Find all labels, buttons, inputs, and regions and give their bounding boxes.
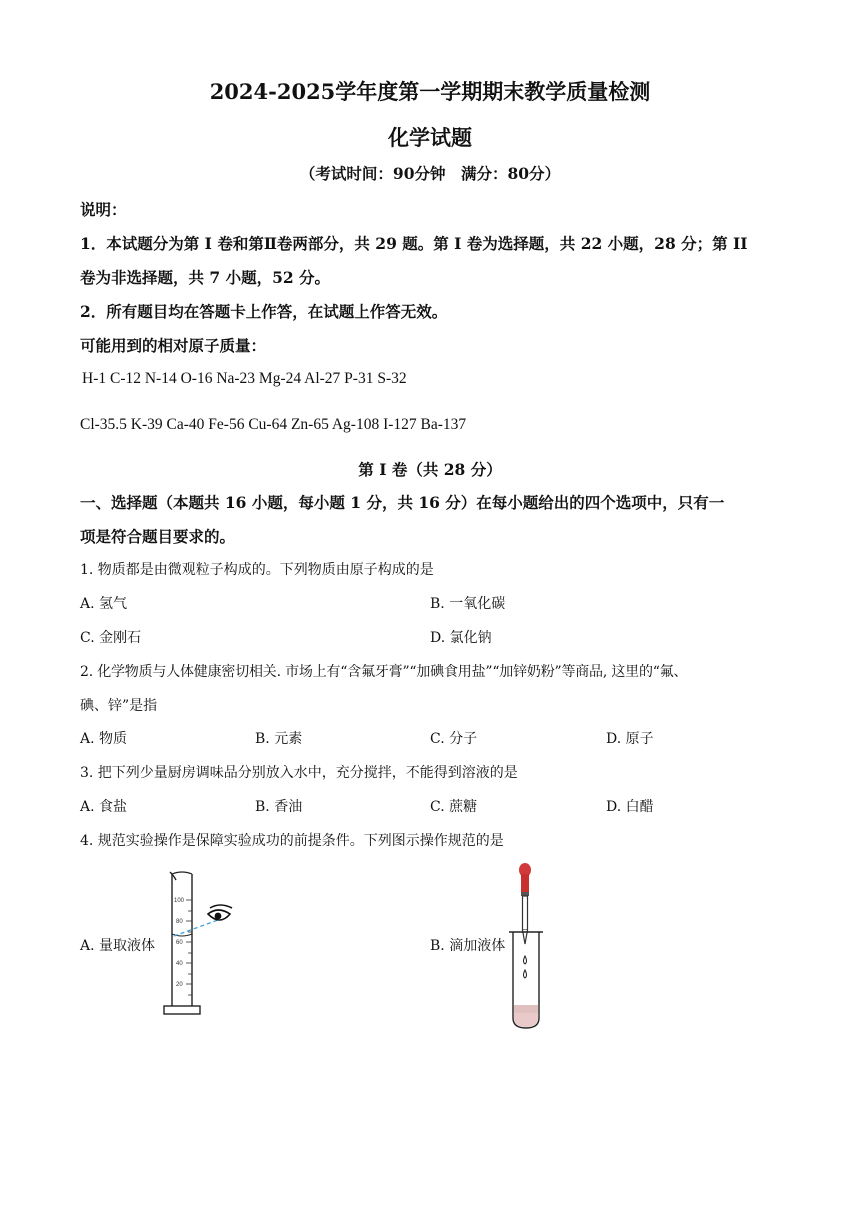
question-3-option-b: B. 香油	[255, 799, 303, 815]
question-4-stem: 4. 规范实验操作是保障实验成功的前提条件。下列图示操作规范的是	[80, 833, 504, 849]
atomic-masses-line-2: Cl-35.5 K-39 Ca-40 Fe-56 Cu-64 Zn-65 Ag-108 I-127 Ba-137	[80, 416, 467, 433]
question-1-option-b: B. 一氧化碳	[430, 596, 506, 612]
note-2: 2．所有题目均在答题卡上作答，在试题上作答无效。	[80, 302, 448, 321]
question-1-option-a: A. 氢气	[80, 596, 128, 612]
subject-title: 化学试题	[388, 125, 472, 150]
question-2-option-a: A. 物质	[80, 731, 128, 747]
cylinder-tick-100: 100	[174, 898, 185, 904]
droplet-icons	[524, 956, 527, 978]
note-1-line-1: 1．本试题分为第 I 卷和第Ⅱ卷两部分，共 29 题。第 I 卷为选择题，共 22 小题，28 分；第 II	[80, 234, 748, 253]
question-4-option-a: A. 量取液体	[80, 938, 156, 954]
question-4-option-b: B. 滴加液体	[430, 938, 506, 954]
atomic-masses-line-1: H-1 C-12 N-14 O-16 Na-23 Mg-24 Al-27 P-31 S-32	[82, 370, 407, 387]
question-3-stem: 3. 把下列少量厨房调味品分别放入水中，充分搅拌，不能得到溶液的是	[80, 765, 518, 781]
atomic-masses-heading: 可能用到的相对原子质量：	[80, 336, 267, 355]
question-3-option-c: C. 蔗糖	[430, 799, 478, 815]
eye-icon	[208, 905, 232, 920]
question-3-option-a: A. 食盐	[80, 799, 128, 815]
section-1-instructions-line-2: 项是符合题目要求的。	[80, 527, 236, 546]
question-3-option-d: D. 白醋	[606, 799, 654, 815]
question-2-option-b: B. 元素	[255, 731, 303, 747]
cylinder-tick-20: 20	[176, 982, 183, 988]
question-2-option-d: D. 原子	[606, 731, 654, 747]
part-1-heading: 第 I 卷（共 28 分）	[358, 460, 502, 479]
notes-heading: 说明：	[80, 200, 127, 219]
question-1-option-c: C. 金刚石	[80, 630, 142, 646]
exam-info: （考试时间：90分钟 满分：80分）	[299, 164, 561, 183]
question-1-option-d: D. 氯化钠	[430, 630, 492, 646]
graduated-cylinder-figure	[158, 868, 238, 1023]
document-title: 2024-2025学年度第一学期期末教学质量检测	[209, 79, 651, 104]
cylinder-tick-40: 40	[176, 961, 183, 967]
question-2-stem-line-1: 2. 化学物质与人体健康密切相关. 市场上有“含氟牙膏”“加碘食用盐”“加锌奶粉”等商品, 这里的“氟、	[80, 664, 688, 680]
cylinder-tick-80: 80	[176, 919, 183, 925]
section-1-instructions-line-1: 一、选择题（本题共 16 小题，每小题 1 分，共 16 分）在每小题给出的四个选项中，只有一	[80, 493, 725, 512]
question-2-stem-line-2: 碘、锌”是指	[80, 698, 158, 714]
cylinder-scale-labels	[174, 898, 185, 988]
test-tube-icon	[509, 932, 543, 1028]
question-2-option-c: C. 分子	[430, 731, 478, 747]
question-1-stem: 1. 物质都是由微观粒子构成的。下列物质由原子构成的是	[80, 562, 434, 578]
dropper-test-tube-figure	[505, 860, 555, 1030]
cylinder-tick-60: 60	[176, 940, 183, 946]
note-1-line-2: 卷为非选择题，共 7 小题，52 分。	[80, 268, 331, 287]
